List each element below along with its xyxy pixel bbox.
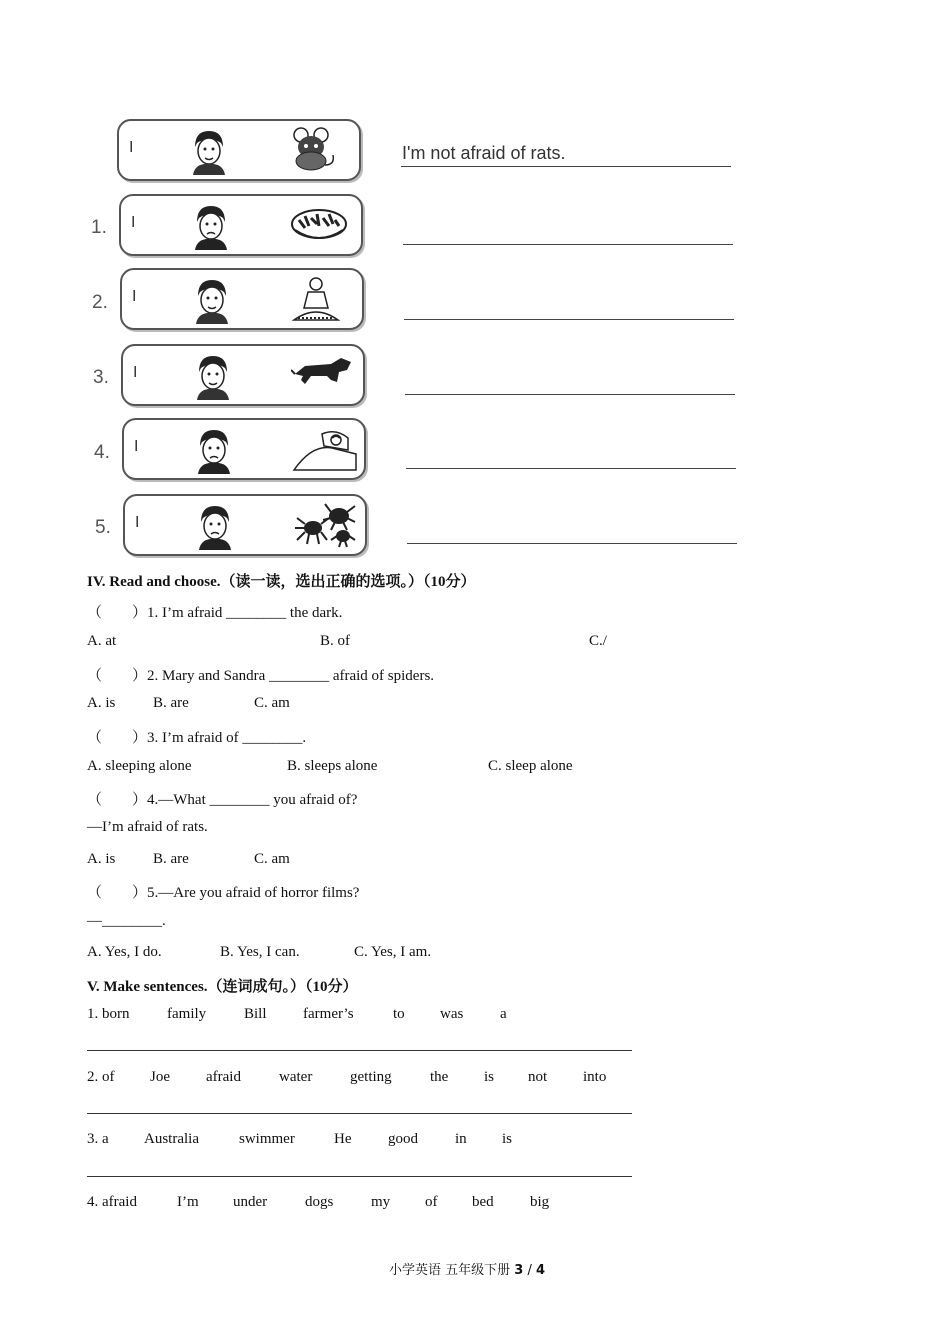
- boy-face-icon: [189, 352, 237, 400]
- boy-face-icon: [190, 426, 238, 474]
- insects-bowl-icon: [289, 200, 349, 248]
- word: a: [500, 1006, 507, 1022]
- section-title: IV. Read and choose.: [87, 574, 221, 590]
- answer-line-3: [405, 394, 735, 395]
- section-5-heading: [87, 975, 358, 996]
- word: bed: [472, 1194, 494, 1210]
- word: Australia: [144, 1131, 199, 1147]
- option-c: C. am: [254, 851, 290, 867]
- question-2: [87, 664, 434, 685]
- question-reply: —________.: [87, 913, 166, 929]
- boy-face-icon: [191, 502, 239, 550]
- card-label: I: [132, 288, 137, 305]
- answer-line-1: [403, 244, 733, 245]
- word: getting: [350, 1069, 392, 1085]
- page-separator: /: [523, 1263, 536, 1278]
- example-picture-card: [117, 119, 361, 181]
- word: under: [233, 1194, 268, 1210]
- answer-paren: （ ）: [87, 668, 148, 684]
- word: swimmer: [239, 1131, 295, 1147]
- word: good: [388, 1131, 418, 1147]
- word: I’m: [177, 1194, 199, 1210]
- boy-face-icon: [185, 127, 233, 175]
- word: to: [393, 1006, 405, 1022]
- writing-line-3[interactable]: [87, 1176, 632, 1177]
- bed-icon: [292, 424, 358, 474]
- word: big: [530, 1194, 550, 1210]
- section-title-cn: （读一读，选出正确的选项。）（10分）: [220, 574, 476, 590]
- word: water: [279, 1069, 313, 1085]
- boy-face-icon: [187, 202, 235, 250]
- option-a: A. Yes, I do.: [87, 944, 162, 960]
- page-total: 4: [535, 1263, 546, 1278]
- word: dogs: [305, 1194, 334, 1210]
- word: is: [502, 1131, 513, 1147]
- option-b: B. are: [153, 695, 189, 711]
- answer-paren: （ ）: [87, 605, 148, 621]
- question-1: [87, 601, 342, 622]
- picture-card-5: [123, 494, 367, 556]
- word: family: [167, 1006, 207, 1022]
- rat-icon: [287, 125, 339, 173]
- word: 4. afraid: [87, 1194, 137, 1210]
- word: 2. of: [87, 1069, 115, 1085]
- row-number: 1.: [91, 217, 107, 238]
- word: farmer’s: [303, 1006, 354, 1022]
- option-a: A. sleeping alone: [87, 758, 192, 774]
- footer-text: 小学英语 五年级下册: [389, 1263, 515, 1278]
- word: Joe: [150, 1069, 170, 1085]
- question-text: 5.—Are you afraid of horror films?: [147, 885, 360, 901]
- picture-card-3: [121, 344, 365, 406]
- picture-card-2: [120, 268, 364, 330]
- answer-paren: （ ）: [87, 730, 148, 746]
- word: is: [484, 1069, 495, 1085]
- card-label: I: [129, 139, 134, 156]
- page-footer: [389, 1259, 545, 1278]
- option-b: B. are: [153, 851, 189, 867]
- word: was: [440, 1006, 464, 1022]
- question-4: [87, 788, 357, 809]
- question-text: 3. I’m afraid of ________.: [147, 730, 307, 746]
- row-number: 4.: [94, 442, 110, 463]
- card-label: I: [134, 438, 139, 455]
- section-title-cn: （连词成句。）（10分）: [207, 979, 358, 995]
- option-b: B. of: [320, 633, 350, 649]
- example-answer-line: [401, 166, 731, 167]
- word: in: [455, 1131, 467, 1147]
- word: 1. born: [87, 1006, 130, 1022]
- answer-paren: （ ）: [87, 792, 148, 808]
- option-b: B. sleeps alone: [287, 758, 378, 774]
- word: into: [583, 1069, 607, 1085]
- page-number: 3: [514, 1263, 524, 1278]
- writing-line-2[interactable]: [87, 1113, 632, 1114]
- word: Bill: [244, 1006, 267, 1022]
- option-a: A. is: [87, 851, 116, 867]
- word: my: [371, 1194, 391, 1210]
- card-label: I: [131, 214, 136, 231]
- option-c: C. sleep alone: [488, 758, 573, 774]
- writing-line-1[interactable]: [87, 1050, 632, 1051]
- option-c: C. Yes, I am.: [354, 944, 432, 960]
- option-a: A. at: [87, 633, 117, 649]
- question-5: [87, 881, 359, 902]
- option-c: C./: [589, 633, 607, 649]
- answer-line-5: [407, 543, 737, 544]
- option-c: C. am: [254, 695, 290, 711]
- answer-paren: （ ）: [87, 885, 148, 901]
- dog-icon: [291, 350, 355, 394]
- card-label: I: [135, 514, 140, 531]
- person-at-desk-icon: [290, 274, 342, 324]
- row-number: 2.: [92, 292, 108, 313]
- word: not: [528, 1069, 548, 1085]
- word: afraid: [206, 1069, 241, 1085]
- question-text: 1. I’m afraid ________ the dark.: [147, 605, 343, 621]
- question-3: [87, 726, 306, 747]
- option-a: A. is: [87, 695, 116, 711]
- card-label: I: [133, 364, 138, 381]
- word: 3. a: [87, 1131, 109, 1147]
- word: of: [425, 1194, 438, 1210]
- word: He: [334, 1131, 352, 1147]
- example-answer: I'm not afraid of rats.: [402, 143, 566, 163]
- row-number: 3.: [93, 367, 109, 388]
- question-reply: —I’m afraid of rats.: [87, 819, 208, 835]
- answer-line-4: [406, 468, 736, 469]
- picture-card-4: [122, 418, 366, 480]
- boy-face-icon: [188, 276, 236, 324]
- option-b: B. Yes, I can.: [220, 944, 300, 960]
- question-text: 2. Mary and Sandra ________ afraid of spiders.: [147, 668, 435, 684]
- picture-card-1: [119, 194, 363, 256]
- word: the: [430, 1069, 449, 1085]
- section-title: V. Make sentences.: [87, 979, 208, 995]
- question-text: 4.—What ________ you afraid of?: [147, 792, 358, 808]
- row-number: 5.: [95, 517, 111, 538]
- section-4-heading: [87, 570, 476, 591]
- answer-line-2: [404, 319, 734, 320]
- spiders-icon: [293, 500, 359, 548]
